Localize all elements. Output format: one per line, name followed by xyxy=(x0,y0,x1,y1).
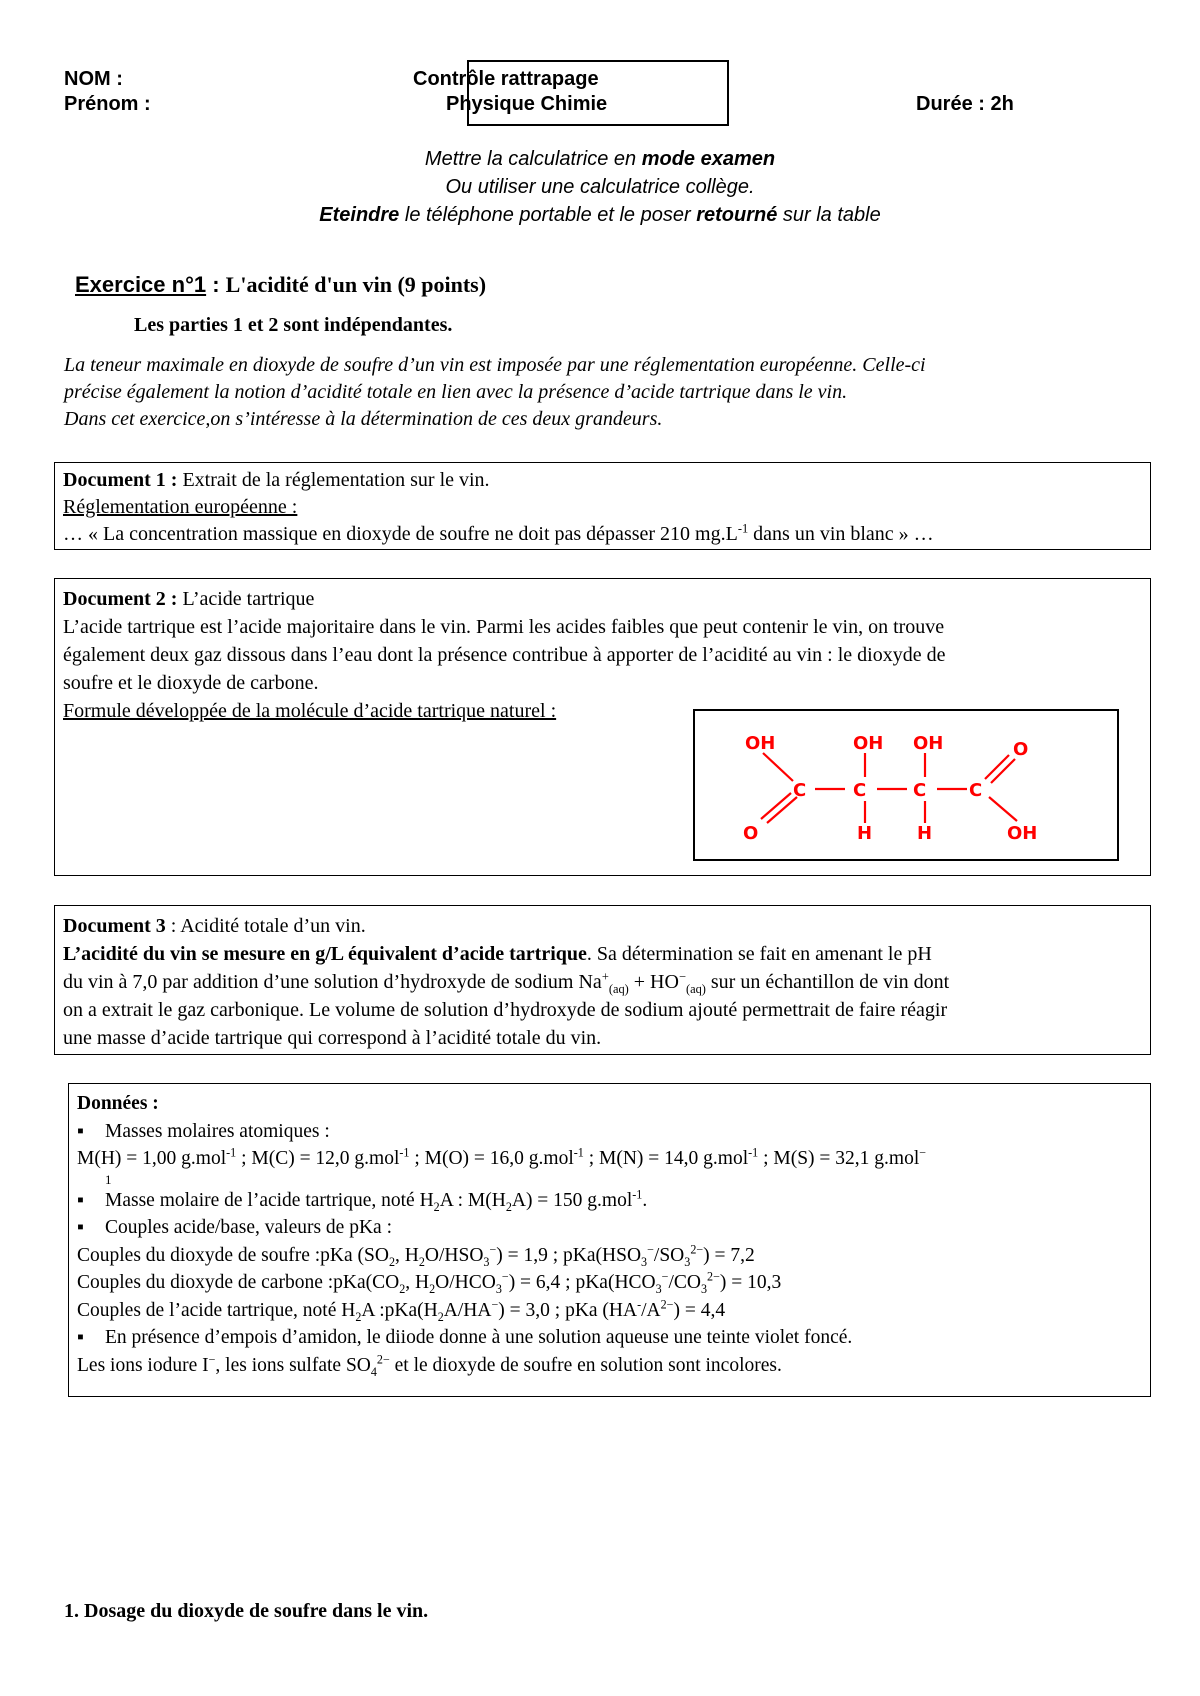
atom-h-1: H xyxy=(857,823,873,844)
atom-oh-2: OH xyxy=(853,733,884,754)
atom-o-1: O xyxy=(743,823,759,844)
doc1-title: Document 1 : Extrait de la réglementation sur le vin. xyxy=(63,469,490,491)
atom-oh-1: OH xyxy=(745,733,776,754)
atom-oh-3: OH xyxy=(913,733,944,754)
masses-line: M(H) = 1,00 g.mol$^{-1}$ ; M(C) = 12,0 g.mol$^{-1}$ ; M(O) = 16,0 g.mol$^{-1}$ ; M(N) = 14,0 g.mol$^{-1}$ ; M(S) = 32,1 g.mol− xyxy=(77,1145,927,1169)
instruction-calculator: Mettre la calculatrice en mode examen xyxy=(424,148,776,170)
instruction-college-calculator: Ou utiliser une calculatrice collège. xyxy=(445,176,755,198)
doc2-formula-label: Formule développée de la molécule d’acide tartrique naturel : xyxy=(63,700,557,722)
document-3 xyxy=(54,905,1151,1055)
tartaric-acid-molecule xyxy=(693,709,1119,861)
tartric-mass: ▪ Masse molaire de l’acide tartrique, noté $H_2A$ : $M(H_2A) = 150$ g.mol$^{-1}$. xyxy=(77,1187,648,1214)
exercise-intro: La teneur maximale en dioxyde de soufre d’un vin est imposée par une réglementation européenne. Celle-ci précise également la notion d’acidité totale en lien avec la présence d’acide tartrique dans le vin. Dans cet exercice,on s’intéresse à la détermination de ces deux grandeurs. xyxy=(64,354,926,430)
doc3-title: Document 3 : Acidité totale d’un vin. xyxy=(63,915,366,937)
couples-label: ▪ Couples acide/base, valeurs de pKa : xyxy=(77,1217,392,1238)
doc2-title: Document 2 : L’acide tartrique xyxy=(63,588,315,610)
atom-o-2: O xyxy=(1013,739,1029,760)
couple-tartric: Couples de l’acide tartrique, noté $H_2A$ $:pKa(H_2A/HA^-) = 3,0$ ; pKa $(HA^-/A^{2-}) = 4,4$ xyxy=(77,1297,726,1324)
exercise-heading: Exercice n°1 : L'acidité d'un vin (9 points) xyxy=(75,272,487,297)
parts-note: Les parties 1 et 2 sont indépendantes. xyxy=(134,314,453,336)
document-2: Document 2 : L’acide tartrique L’acide tartrique est l’acide majoritaire dans le vin. Parmi les acides faibles que peut contenir le vin, on trouve également deux gaz dissous dans l’eau dont la présence contribue à apporter de l’acidité au vin : le dioxyde de soufre et le dioxyde de carbone. Formule développée de la molécule d’acide tartrique naturel : OH O C OH C H OH C H C O OH xyxy=(54,578,1151,876)
donnees-title: Données : xyxy=(77,1093,159,1114)
atom-h-2: H xyxy=(917,823,933,844)
instruction-phone: Eteindre le téléphone portable et le poser retourné sur la table xyxy=(319,204,881,226)
part-1-title: 1. Dosage du dioxyde de soufre dans le vin. xyxy=(64,1600,429,1622)
doc3-line-3: on a extrait le gaz carbonique. Le volume de solution d’hydroxyde de sodium ajouté permettrait de faire réagir xyxy=(63,999,948,1021)
masses-label: ▪ Masses molaires atomiques : xyxy=(77,1120,330,1142)
document-1 xyxy=(54,462,1151,550)
doc3-line-4: une masse d’acide tartrique qui correspond à l’acidité totale du vin. xyxy=(63,1027,602,1049)
atom-c-1: C xyxy=(793,780,807,801)
couple-so2: Couples du dioxyde de soufre :pKa ($SO_2$, $H_2O/HSO_3^-) = 1,9$ ; $pKa(HSO_3^-/SO_3^{2-}) = 7,2$ xyxy=(77,1242,755,1269)
molecule-diagram xyxy=(695,711,1117,859)
iodine-note: ▪ En présence d’empois d’amidon, le diiode donne à une solution aqueuse une teinte violet foncé. xyxy=(77,1327,853,1348)
atom-oh-4: OH xyxy=(1007,823,1038,844)
donnees-box xyxy=(68,1083,1151,1397)
ions-note: Les ions iodure I−, les ions sulfate $SO_4^{2-}$ et le dioxyde de soufre en solution sont incolores. xyxy=(77,1352,782,1379)
doc1-quote: … « La concentration massique en dioxyde de soufre ne doit pas dépasser 210 $mg.L^{-1}$ dans un vin blanc » … xyxy=(63,521,934,545)
masses-wrap: 1 xyxy=(105,1171,112,1187)
prenom-label: Prénom : xyxy=(64,93,151,115)
nom-label: NOM : xyxy=(64,68,123,90)
doc1-ref: Réglementation européenne : xyxy=(63,496,298,518)
exam-title: Contrôle rattrapage xyxy=(413,68,599,90)
duration: Durée : 2h xyxy=(916,93,1014,115)
doc3-line-1: L’acidité du vin se mesure en g/L équivalent d’acide tartrique. Sa détermination se fait en amenant le pH xyxy=(63,943,932,965)
atom-c-4: C xyxy=(969,780,983,801)
atom-c-2: C xyxy=(853,780,867,801)
atom-c-3: C xyxy=(913,780,927,801)
exam-subject: Physique Chimie xyxy=(446,93,608,115)
doc3-line-2: du vin à 7,0 par addition d’une solution d’hydroxyde de sodium $Na^+_{(aq)} + HO^-_{(aq)}$ sur un échantillon de vin dont xyxy=(63,969,950,996)
couple-co2: Couples du dioxyde de carbone $:pKa(CO_2$, $H_2O/HCO_3^-) = 6,4$ ; $pKa(HCO_3^-/CO_3^{2-}) = 10,3$ xyxy=(77,1269,782,1296)
